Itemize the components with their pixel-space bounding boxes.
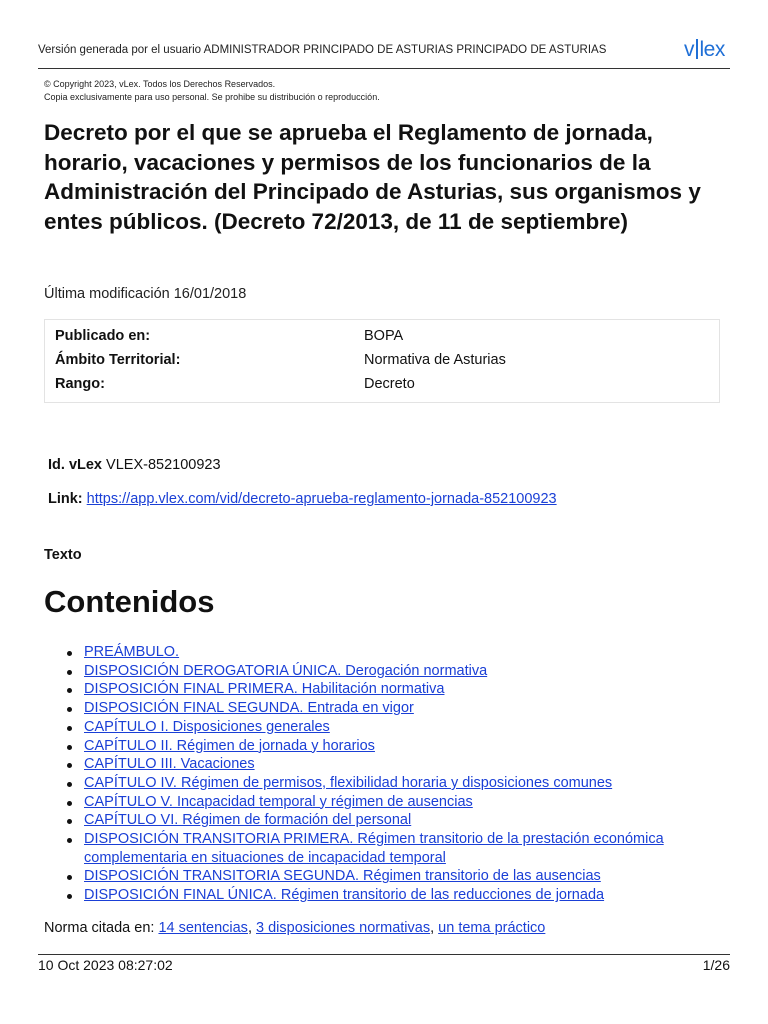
- separator: ,: [247, 920, 252, 936]
- toc-item: [84, 867, 734, 886]
- toc-item: [84, 755, 734, 774]
- footer-divider: [38, 954, 730, 955]
- logo-right-text: lex: [699, 38, 725, 61]
- toc-item: [84, 830, 734, 867]
- toc-link[interactable]: PREÁMBULO.: [84, 644, 180, 660]
- toc-item: [84, 886, 734, 905]
- toc-item: [84, 699, 734, 718]
- copyright-line: © Copyright 2023, vLex. Todos los Derechos Reservados.: [44, 79, 276, 89]
- toc-link[interactable]: CAPÍTULO III. Vacaciones: [84, 756, 255, 773]
- toc-link[interactable]: DISPOSICIÓN TRANSITORIA SEGUNDA. Régimen transitorio de las ausencias: [84, 868, 601, 885]
- separator: ,: [430, 920, 435, 936]
- toc-link[interactable]: CAPÍTULO IV. Régimen de permisos, flexibilidad horaria y disposiciones comunes: [84, 774, 613, 791]
- copyright-notice: [44, 78, 380, 104]
- toc-item: [84, 737, 734, 756]
- toc-item: [84, 680, 734, 699]
- tema-practico-link[interactable]: un tema práctico: [438, 920, 546, 936]
- footer-timestamp: 10 Oct 2023 08:27:02: [38, 957, 173, 973]
- toc-item: [84, 718, 734, 737]
- logo-bar: [696, 39, 698, 59]
- vlex-logo: [684, 38, 725, 62]
- toc-item: [84, 662, 734, 681]
- toc-link[interactable]: CAPÍTULO II. Régimen de jornada y horarios: [84, 737, 375, 754]
- page-number: 1/26: [702, 957, 730, 973]
- toc-link[interactable]: CAPÍTULO I. Disposiciones generales: [84, 718, 330, 735]
- document-link-line: [48, 491, 557, 507]
- contents-heading: Contenidos: [44, 584, 215, 619]
- toc-link[interactable]: DISPOSICIÓN FINAL PRIMERA. Habilitación normativa: [84, 681, 445, 698]
- toc-item: [84, 643, 734, 662]
- metadata-value: Decreto: [364, 376, 415, 392]
- toc-link[interactable]: DISPOSICIÓN TRANSITORIA PRIMERA. Régimen transitorio de la prestación económica complementaria en situaciones de incapacidad temporal: [84, 831, 664, 866]
- metadata-key: Ámbito Territorial:: [55, 352, 181, 368]
- toc-item: [84, 793, 734, 812]
- toc-link[interactable]: DISPOSICIÓN DEROGATORIA ÚNICA. Derogación normativa: [84, 662, 488, 679]
- toc-item: [84, 774, 734, 793]
- disposiciones-link[interactable]: 3 disposiciones normativas: [256, 920, 431, 936]
- toc-item: [84, 811, 734, 830]
- cited-label: Norma citada en:: [44, 920, 155, 936]
- metadata-key: Rango:: [55, 376, 105, 392]
- table-of-contents: [84, 643, 734, 905]
- sentencias-link[interactable]: 14 sentencias: [158, 920, 248, 936]
- toc-link[interactable]: CAPÍTULO V. Incapacidad temporal y régimen de ausencias: [84, 793, 473, 810]
- metadata-table: [44, 319, 720, 403]
- cited-in: [44, 920, 545, 936]
- metadata-key: Publicado en:: [55, 328, 151, 344]
- header-divider: [38, 68, 730, 69]
- metadata-value: Normativa de Asturias: [364, 352, 506, 368]
- toc-link[interactable]: DISPOSICIÓN FINAL SEGUNDA. Entrada en vigor: [84, 700, 414, 717]
- toc-link[interactable]: CAPÍTULO VI. Régimen de formación del personal: [84, 812, 412, 829]
- toc-link[interactable]: DISPOSICIÓN FINAL ÚNICA. Régimen transitorio de las reducciones de jornada: [84, 887, 605, 904]
- vlex-id-label: Id. vLex: [48, 457, 102, 473]
- metadata-value: BOPA: [364, 328, 404, 344]
- texto-heading: Texto: [44, 547, 82, 563]
- logo-left-text: v: [684, 38, 694, 61]
- link-label: Link:: [48, 491, 83, 507]
- vlex-id-value: VLEX-852100923: [106, 457, 221, 473]
- document-title: Decreto por el que se aprueba el Reglamento de jornada, horario, vacaciones y permisos de los funcionarios de la Administración del Principado de Asturias, sus organismos y entes públicos. (Decreto 72/2013, de 11 de septiembre): [44, 120, 701, 234]
- vlex-id: [48, 457, 221, 473]
- usage-notice-line: Copia exclusivamente para uso personal. Se prohibe su distribución o reproducción.: [44, 92, 380, 102]
- last-modified: Última modificación 16/01/2018: [44, 286, 247, 302]
- document-link[interactable]: https://app.vlex.com/vid/decreto-aprueba-reglamento-jornada-852100923: [86, 491, 557, 507]
- generated-by-text: Versión generada por el usuario ADMINISTRADOR PRINCIPADO DE ASTURIAS PRINCIPADO DE ASTURIAS: [38, 44, 607, 56]
